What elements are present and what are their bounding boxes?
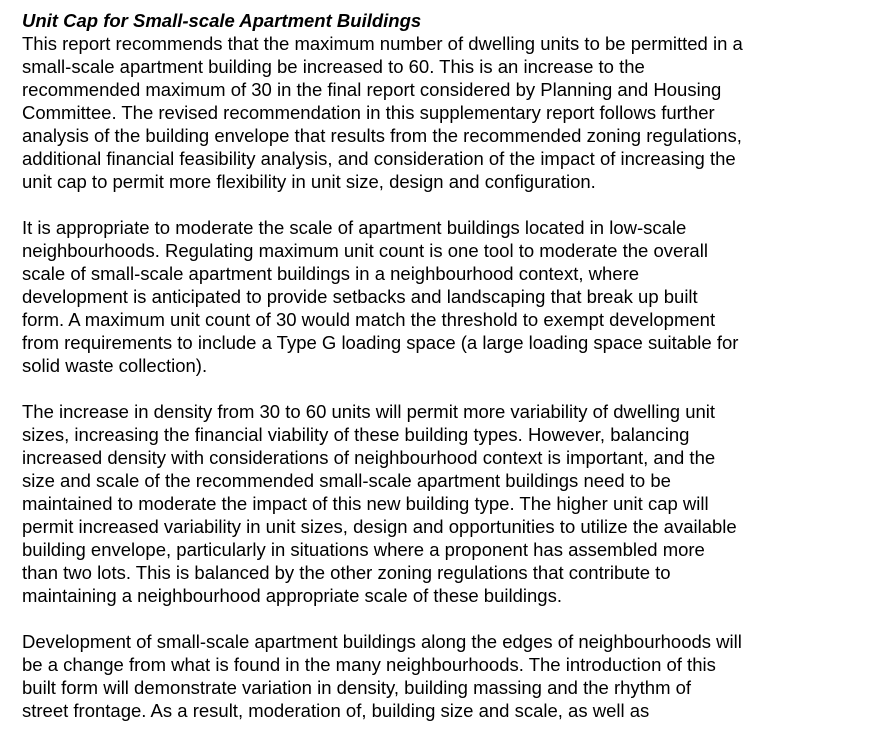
text-line: form. A maximum unit count of 30 would match the threshold to exempt development: [22, 309, 716, 330]
text-line: development is anticipated to provide setbacks and landscaping that break up built: [22, 286, 698, 307]
text-line: scale of small-scale apartment buildings in a neighbourhood context, where: [22, 263, 640, 284]
text-line: It is appropriate to moderate the scale of apartment buildings located in low-scale: [22, 217, 687, 238]
text-line: recommended maximum of 30 in the final report considered by Planning and Housing: [22, 79, 722, 100]
text-line: analysis of the building envelope that results from the recommended zoning regulations,: [22, 125, 742, 146]
paragraph-unit-cap-recommendation: [22, 32, 842, 193]
paragraph-moderate-scale: [22, 216, 842, 377]
text-line: small-scale apartment building be increased to 60. This is an increase to the: [22, 56, 645, 77]
text-line: building envelope, particularly in situations where a proponent has assembled more: [22, 539, 705, 560]
text-line: be a change from what is found in the many neighbourhoods. The introduction of this: [22, 654, 716, 675]
text-line: neighbourhoods. Regulating maximum unit count is one tool to moderate the overall: [22, 240, 708, 261]
text-line: street frontage. As a result, moderation of, building size and scale, as well as: [22, 700, 650, 721]
text-line: The increase in density from 30 to 60 units will permit more variability of dwelling unit: [22, 401, 716, 422]
paragraph-neighbourhood-edges: [22, 630, 842, 722]
text-line: sizes, increasing the financial viability of these building types. However, balancing: [22, 424, 690, 445]
text-line: increased density with considerations of neighbourhood context is important, and the: [22, 447, 716, 468]
text-line: permit increased variability in unit sizes, design and opportunities to utilize the available: [22, 516, 737, 537]
section-heading: Unit Cap for Small-scale Apartment Buildings: [22, 10, 422, 31]
text-line: size and scale of the recommended small-scale apartment buildings need to be: [22, 470, 671, 491]
text-line: maintaining a neighbourhood appropriate scale of these buildings.: [22, 585, 562, 606]
text-line: unit cap to permit more flexibility in unit size, design and configuration.: [22, 171, 596, 192]
text-line: than two lots. This is balanced by the other zoning regulations that contribute to: [22, 562, 671, 583]
text-line: additional financial feasibility analysis, and consideration of the impact of increasing the: [22, 148, 736, 169]
paragraph-density-increase: [22, 400, 842, 607]
text-line: maintained to moderate the impact of this new building type. The higher unit cap will: [22, 493, 709, 514]
text-line: from requirements to include a Type G loading space (a large loading space suitable for: [22, 332, 739, 353]
text-line: Development of small-scale apartment buildings along the edges of neighbourhoods will: [22, 631, 742, 652]
text-line: built form will demonstrate variation in density, building massing and the rhythm of: [22, 677, 692, 698]
document-page: [22, 9, 842, 745]
text-line: solid waste collection).: [22, 355, 208, 376]
text-line: Committee. The revised recommendation in this supplementary report follows further: [22, 102, 715, 123]
text-line: This report recommends that the maximum number of dwelling units to be permitted in a: [22, 33, 743, 54]
